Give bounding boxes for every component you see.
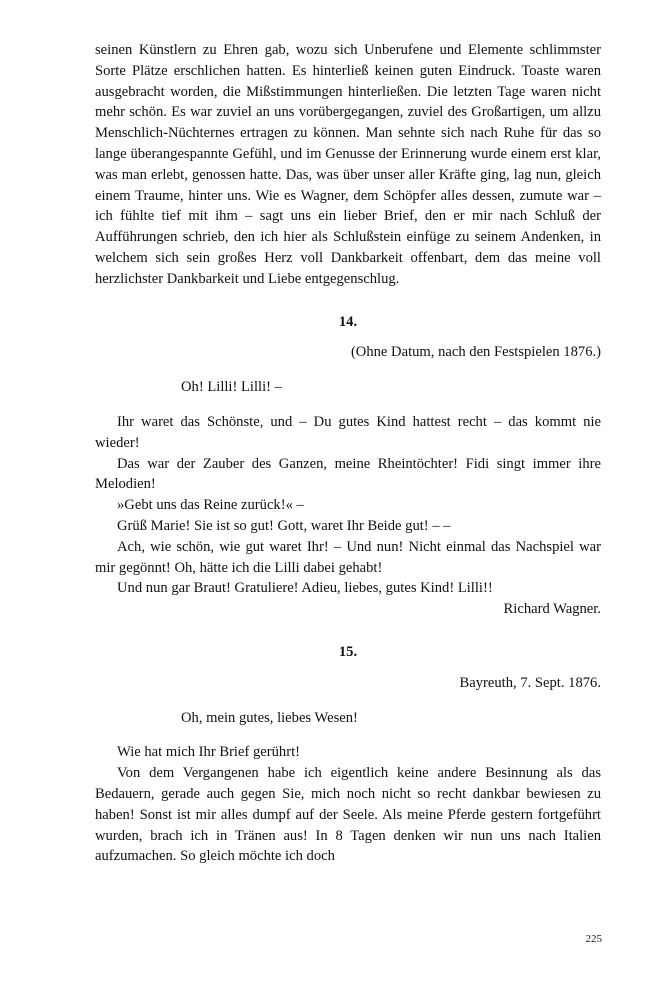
letter-15-number: 15. (338, 643, 358, 660)
letter-14-signature: Richard Wagner. (503, 601, 601, 618)
letter-14-paragraph: Und nun gar Braut! Gratuliere! Adieu, liebes, gutes Kind! Lilli!! (117, 580, 493, 597)
intro-paragraph: seinen Künstlern zu Ehren gab, wozu sich Unberufene und Elemente schlimmster Sorte Plätze erschlichen hatten. Es hinterließ keinen guten Eindruck. Toaste waren ausgebracht worden, die Mißstimmungen hinterließen. Die letzten Tage waren nicht mehr schön. Es war zuviel an uns vorübergegangen, zuviel des Großartigen, um allzu Menschlich-Nüchternes ertragen zu können. Man sehnte sich nach Ruhe für das so lange überangespannte Gefühl, und im Genusse der Erinnerung wurde einem erst klar, was man erlebt, genossen hatte. Das, was über unser aller Kräfte ging, lag nun, gleich einem Traume, hinter uns. Wie es Wagner, dem Schöpfer alles dessen, zumute war – ich fühlte tief mit ihm – sagt uns ein lieber Brief, den er mir nach Schluß der Aufführungen schrieb, den ich hier als Schlußstein einfüge zu seinem Andenken, in welchem sich sein großes Herz voll Dankbarkeit offenbart, dem das meine voll herzlichster Dankbarkeit und Liebe entgegenschlug. (95, 42, 601, 287)
letter-14-number: 14. (338, 313, 358, 330)
letter-14-paragraph: »Gebt uns das Reine zurück!« – (117, 497, 304, 514)
letter-15-date: Bayreuth, 7. Sept. 1876. (459, 674, 601, 691)
letter-15-salutation: Oh, mein gutes, liebes Wesen! (181, 709, 358, 726)
page-number: 225 (585, 933, 602, 945)
letter-14-paragraph: Ach, wie schön, wie gut waret Ihr! – Und nun! Nicht einmal das Nachspiel war mir gegönnt! Oh, hätte ich die Lilli dabei gehabt! (95, 538, 601, 576)
letter-15-paragraph: Von dem Vergangenen habe ich eigentlich keine andere Besinnung als das Bedauern, gerade auch gegen Sie, mich noch nicht so recht dankbar bewiesen zu haben! Sonst ist mir alles dumpf auf der Seele. Als meine Pferde gestern fortgeführt wurden, brach ich in Tränen aus! In 8 Tagen denken wir nun uns nach Italien aufzumachen. So gleich möchte ich doch (95, 765, 601, 865)
letter-14-paragraph: Das war der Zauber des Ganzen, meine Rheintöchter! Fidi singt immer ihre Melodien! (95, 455, 601, 493)
letter-14-paragraph: Grüß Marie! Sie ist so gut! Gott, waret Ihr Beide gut! – – (117, 517, 451, 534)
book-page (95, 40, 601, 867)
letter-14-salutation: Oh! Lilli! Lilli! – (181, 379, 282, 396)
letter-15-paragraph: Wie hat mich Ihr Brief gerührt! (117, 744, 300, 761)
letter-14-paragraph: Ihr waret das Schönste, und – Du gutes Kind hattest recht – das kommt nie wieder! (95, 413, 601, 451)
letter-14-date: (Ohne Datum, nach den Festspielen 1876.) (350, 344, 601, 361)
